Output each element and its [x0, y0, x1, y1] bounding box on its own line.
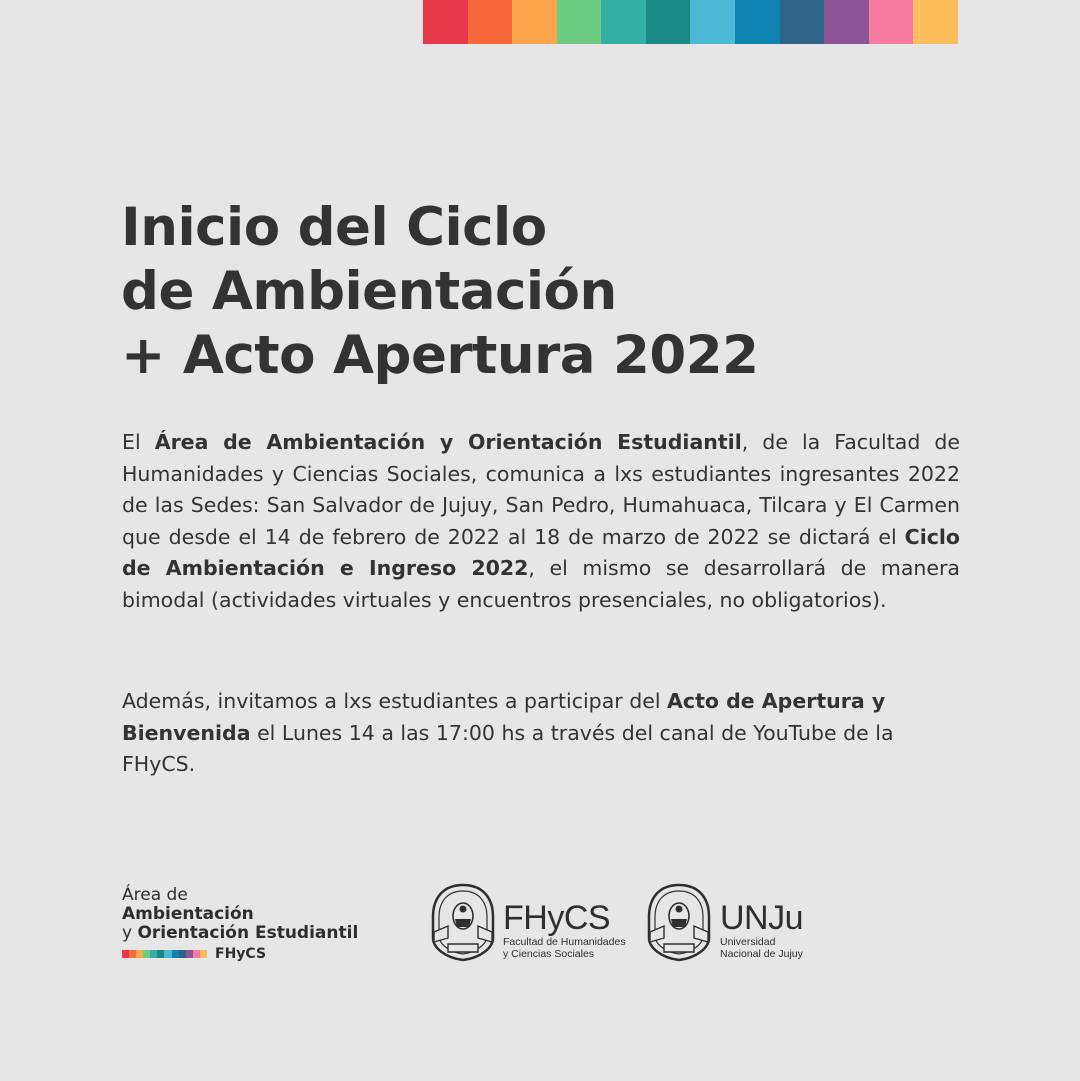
invitation-paragraph — [122, 686, 960, 781]
title-line: de Ambientación — [121, 261, 617, 322]
stripe-segment — [143, 950, 150, 958]
stripe-segment — [690, 0, 735, 44]
unju-logo — [720, 900, 803, 960]
text: Orientación Estudiantil — [137, 923, 359, 943]
text: el Lunes 14 a las 17:00 hs a través del canal de YouTube de la FHyCS. — [122, 720, 894, 776]
stripe-segment — [172, 950, 179, 958]
area-logo-line — [122, 924, 412, 943]
stripe-segment — [150, 950, 157, 958]
stripe-segment — [423, 0, 468, 44]
area-logo-line: Área de — [122, 885, 188, 905]
fhycs-sub: Facultad de Humanidades — [503, 936, 626, 948]
stripe-segment — [601, 0, 646, 44]
stripe-segment — [512, 0, 557, 44]
event-name: Acto de Apertura y Bienvenida — [122, 689, 886, 745]
stripe-segment — [200, 950, 207, 958]
stripe-segment — [193, 950, 200, 958]
page-title — [121, 196, 941, 388]
stripe-segment — [824, 0, 869, 44]
mini-color-stripe — [122, 950, 207, 958]
stripe-segment — [468, 0, 513, 44]
area-logo-line: Ambientación — [122, 904, 254, 924]
text: Además, invitamos a lxs estudiantes a participar del — [122, 689, 668, 713]
fhycs-logo — [503, 900, 626, 960]
stripe-segment — [869, 0, 914, 44]
title-line: + Acto Apertura 2022 — [121, 325, 759, 386]
stripe-segment — [913, 0, 958, 44]
stripe-segment — [186, 950, 193, 958]
area-logo — [122, 886, 412, 962]
area-logo-bottom — [122, 946, 412, 962]
stripe-segment — [780, 0, 825, 44]
text: , de la Facultad de Humanidades y Ciencias Sociales, comunica a lxs estudiantes ingresantes 2022 de las Sedes: San Salvador de Jujuy, San Pedro, Humahuaca, Tilcara y El Carmen que desde el 14 de febrero de 2022 al 18 de marzo de 2022 se dictará el — [122, 430, 961, 549]
stripe-segment — [164, 950, 171, 958]
fhycs-sub: y Ciencias Sociales — [503, 948, 595, 960]
color-stripe — [423, 0, 958, 44]
cycle-name: Ciclo de Ambientación e Ingreso 2022 — [122, 524, 960, 580]
title-line: Inicio del Ciclo — [121, 197, 547, 258]
text: , el mismo se desarrollará de manera bimodal — [122, 556, 960, 612]
unju-sub: Nacional de Jujuy — [720, 948, 803, 960]
text: El — [122, 430, 155, 454]
text: (actividades virtuales y encuentros presenciales, no obligatorios). — [204, 587, 887, 612]
announcement-paragraph — [122, 427, 960, 616]
area-logo-tag: FHyCS — [215, 946, 267, 962]
fhycs-name: FHyCS — [503, 899, 611, 937]
unju-name: UNJu — [720, 899, 804, 937]
stripe-segment — [646, 0, 691, 44]
stripe-segment — [157, 950, 164, 958]
university-seal-icon — [646, 882, 712, 962]
unju-sub: Universidad — [720, 936, 776, 948]
area-name: Área de Ambientación y Orientación Estudiantil — [154, 430, 742, 454]
stripe-segment — [136, 950, 143, 958]
stripe-segment — [557, 0, 602, 44]
stripe-segment — [179, 950, 186, 958]
text: y — [122, 923, 138, 943]
stripe-segment — [129, 950, 136, 958]
university-seal-icon — [430, 882, 496, 962]
stripe-segment — [735, 0, 780, 44]
stripe-segment — [122, 950, 129, 958]
